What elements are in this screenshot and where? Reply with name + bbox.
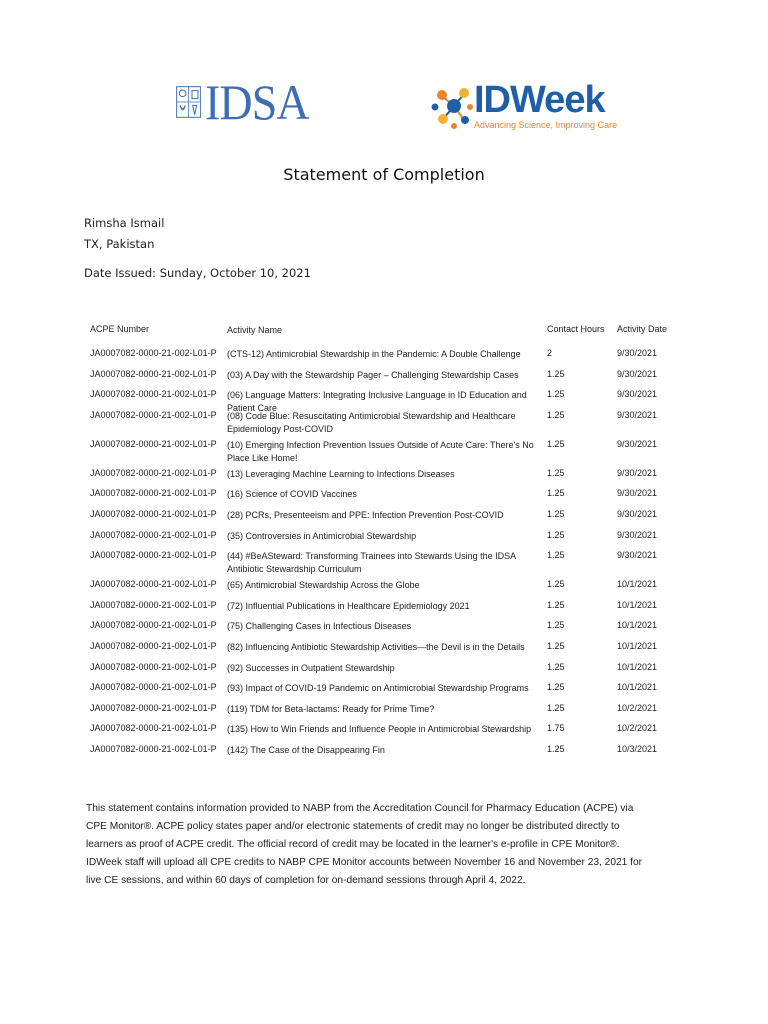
table-row xyxy=(90,505,690,526)
table-row xyxy=(90,596,690,617)
cell-activity-date: 9/30/2021 xyxy=(617,389,658,400)
cell-activity-date: 10/1/2021 xyxy=(617,640,658,651)
cell-activity-date: 10/1/2021 xyxy=(617,599,658,610)
cell-activity-date: 10/1/2021 xyxy=(617,682,658,693)
activity-table xyxy=(90,322,690,761)
recipient-location: TX, Pakistan xyxy=(84,237,155,251)
cell-activity-date: 9/30/2021 xyxy=(617,348,658,358)
cell-activity-name: (92) Successes in Outpatient Stewardship xyxy=(227,662,395,673)
cell-contact-hours: 1.25 xyxy=(547,438,565,449)
cell-contact-hours: 1.25 xyxy=(547,682,565,693)
cell-acpe-number: JA0007082-0000-21-002-L01-P xyxy=(90,599,217,610)
cell-activity-date: 10/3/2021 xyxy=(617,743,658,754)
cell-contact-hours: 1.25 xyxy=(547,702,565,713)
cell-acpe-number: JA0007082-0000-21-002-L01-P xyxy=(90,348,217,358)
cell-activity-name: (35) Controversies in Antimicrobial Stewardship xyxy=(227,530,417,541)
cell-acpe-number: JA0007082-0000-21-002-L01-P xyxy=(90,438,217,449)
cell-activity-date: 10/1/2021 xyxy=(617,661,658,672)
cell-activity-name: (44) #BeASteward: Transforming Trainees into Stewards Using the IDSA Antibiotic Stewardship Curriculum xyxy=(227,551,516,575)
idsa-emblem-icon xyxy=(176,77,201,127)
cell-activity-name: (72) Influential Publications in Healthcare Epidemiology 2021 xyxy=(227,600,470,611)
cell-contact-hours: 1.25 xyxy=(547,661,565,672)
cell-acpe-number: JA0007082-0000-21-002-L01-P xyxy=(90,409,217,420)
idweek-molecule-icon xyxy=(430,82,474,130)
header-activity-name: Activity Name xyxy=(227,325,283,335)
cell-activity-date: 9/30/2021 xyxy=(617,467,658,478)
cell-contact-hours: 1.25 xyxy=(547,529,565,540)
idsa-wordmark: IDSA xyxy=(205,74,309,130)
cell-contact-hours: 1.25 xyxy=(547,467,565,478)
cell-acpe-number: JA0007082-0000-21-002-L01-P xyxy=(90,550,217,561)
cell-activity-name: (13) Leveraging Machine Learning to Infections Diseases xyxy=(227,468,455,479)
table-row xyxy=(90,526,690,547)
table-row xyxy=(90,699,690,720)
idweek-tagline: Advancing Science, Improving Care xyxy=(474,120,618,130)
cell-activity-date: 10/2/2021 xyxy=(617,723,658,734)
cell-activity-name: (119) TDM for Beta-lactams: Ready for Prime Time? xyxy=(227,703,435,714)
table-body xyxy=(90,344,690,761)
cell-activity-date: 9/30/2021 xyxy=(617,488,658,499)
cell-activity-name: (135) How to Win Friends and Influence People in Antimicrobial Stewardship xyxy=(227,724,532,735)
table-row xyxy=(90,575,690,596)
cell-contact-hours: 1.25 xyxy=(547,508,565,519)
cell-activity-date: 9/30/2021 xyxy=(617,368,658,379)
cell-contact-hours: 1.25 xyxy=(547,409,565,420)
cell-acpe-number: JA0007082-0000-21-002-L01-P xyxy=(90,743,217,754)
cell-activity-name: (08) Code Blue: Resuscitating Antimicrobial Stewardship and Healthcare Epidemiology Post-COVID xyxy=(227,410,516,434)
table-row xyxy=(90,464,690,485)
table-row xyxy=(90,658,690,679)
header-acpe-number: ACPE Number xyxy=(90,324,150,334)
cell-activity-date: 10/1/2021 xyxy=(617,579,658,590)
table-row xyxy=(90,435,690,464)
cell-activity-name: (03) A Day with the Stewardship Pager – Challenging Stewardship Cases xyxy=(227,369,519,380)
cell-activity-name: (93) Impact of COVID-19 Pandemic on Antimicrobial Stewardship Programs xyxy=(227,683,529,694)
cell-contact-hours: 1.25 xyxy=(547,368,565,379)
table-row xyxy=(90,385,690,414)
table-row xyxy=(90,406,690,435)
cell-activity-date: 9/30/2021 xyxy=(617,529,658,540)
cell-activity-date: 10/2/2021 xyxy=(617,702,658,713)
cell-contact-hours: 1.25 xyxy=(547,640,565,651)
table-row xyxy=(90,719,690,740)
footer-note: This statement contains information provided to NABP from the Accreditation Council for Pharmacy Education (ACPE) via CPE Monitor®. ACPE policy states paper and/or electronic statements of credit may no longer be distributed directly to learners as proof of ACPE credit. The official record of credit may be located in the learner's e-profile in CPE Monitor®. IDWeek staff will upload all CPE credits to NABP CPE Monitor accounts between November 16 and November 23, 2021 for live CE sessions, and within 60 days of completion for on-demand sessions through April 4, 2022. xyxy=(86,803,643,886)
cell-contact-hours: 1.75 xyxy=(547,723,565,734)
cell-contact-hours: 2 xyxy=(547,348,553,358)
cell-acpe-number: JA0007082-0000-21-002-L01-P xyxy=(90,702,217,713)
cell-activity-name: (82) Influencing Antibiotic Stewardship Activities—the Devil is in the Details xyxy=(227,641,525,652)
cell-acpe-number: JA0007082-0000-21-002-L01-P xyxy=(90,508,217,519)
cell-contact-hours: 1.25 xyxy=(547,550,565,561)
table-header-row xyxy=(90,322,690,344)
recipient-name: Rimsha Ismail xyxy=(84,216,165,230)
cell-activity-name: (CTS-12) Antimicrobial Stewardship in the Pandemic: A Double Challenge xyxy=(227,349,521,359)
cell-contact-hours: 1.25 xyxy=(547,599,565,610)
recipient-block xyxy=(84,213,164,255)
cell-contact-hours: 1.25 xyxy=(547,743,565,754)
cell-activity-name: (06) Language Matters: Integrating Inclusive Language in ID Education and Patient Care xyxy=(227,390,527,414)
cell-acpe-number: JA0007082-0000-21-002-L01-P xyxy=(90,529,217,540)
cell-activity-date: 9/30/2021 xyxy=(617,550,658,561)
cell-activity-name: (142) The Case of the Disappearing Fin xyxy=(227,744,385,755)
cell-activity-date: 10/1/2021 xyxy=(617,620,658,631)
cell-activity-name: (65) Antimicrobial Stewardship Across the Globe xyxy=(227,580,420,591)
cell-acpe-number: JA0007082-0000-21-002-L01-P xyxy=(90,661,217,672)
cell-acpe-number: JA0007082-0000-21-002-L01-P xyxy=(90,368,217,379)
cell-contact-hours: 1.25 xyxy=(547,620,565,631)
cell-activity-date: 9/30/2021 xyxy=(617,409,658,420)
cell-acpe-number: JA0007082-0000-21-002-L01-P xyxy=(90,682,217,693)
cell-acpe-number: JA0007082-0000-21-002-L01-P xyxy=(90,620,217,631)
header-contact-hours: Contact Hours xyxy=(547,324,605,334)
cell-activity-name: (28) PCRs, Presenteeism and PPE: Infection Prevention Post-COVID xyxy=(227,509,504,520)
table-row xyxy=(90,740,690,761)
table-row xyxy=(90,616,690,637)
cell-acpe-number: JA0007082-0000-21-002-L01-P xyxy=(90,640,217,651)
cell-activity-date: 9/30/2021 xyxy=(617,438,658,449)
idweek-logo xyxy=(430,80,620,136)
idweek-wordmark: IDWeek xyxy=(474,79,605,121)
cell-activity-name: (16) Science of COVID Vaccines xyxy=(227,489,357,500)
table-row xyxy=(90,678,690,699)
cell-contact-hours: 1.25 xyxy=(547,488,565,499)
cell-activity-name: (10) Emerging Infection Prevention Issues Outside of Acute Care: There's No Place Like Home! xyxy=(227,439,534,463)
header-activity-date: Activity Date xyxy=(617,324,668,334)
cell-contact-hours: 1.25 xyxy=(547,389,565,400)
table-row xyxy=(90,365,690,386)
table-row xyxy=(90,637,690,658)
date-issued: Date Issued: Sunday, October 10, 2021 xyxy=(84,266,311,280)
document-title: Statement of Completion xyxy=(283,165,485,184)
cell-acpe-number: JA0007082-0000-21-002-L01-P xyxy=(90,389,217,400)
cell-activity-date: 9/30/2021 xyxy=(617,508,658,519)
idsa-logo xyxy=(176,76,318,128)
cell-acpe-number: JA0007082-0000-21-002-L01-P xyxy=(90,488,217,499)
table-row xyxy=(90,344,690,365)
cell-acpe-number: JA0007082-0000-21-002-L01-P xyxy=(90,723,217,734)
table-row xyxy=(90,546,690,575)
table-row xyxy=(90,484,690,505)
cell-contact-hours: 1.25 xyxy=(547,579,565,590)
cell-activity-name: (75) Challenging Cases in Infectious Diseases xyxy=(227,621,412,632)
cell-acpe-number: JA0007082-0000-21-002-L01-P xyxy=(90,467,217,478)
cell-acpe-number: JA0007082-0000-21-002-L01-P xyxy=(90,579,217,590)
